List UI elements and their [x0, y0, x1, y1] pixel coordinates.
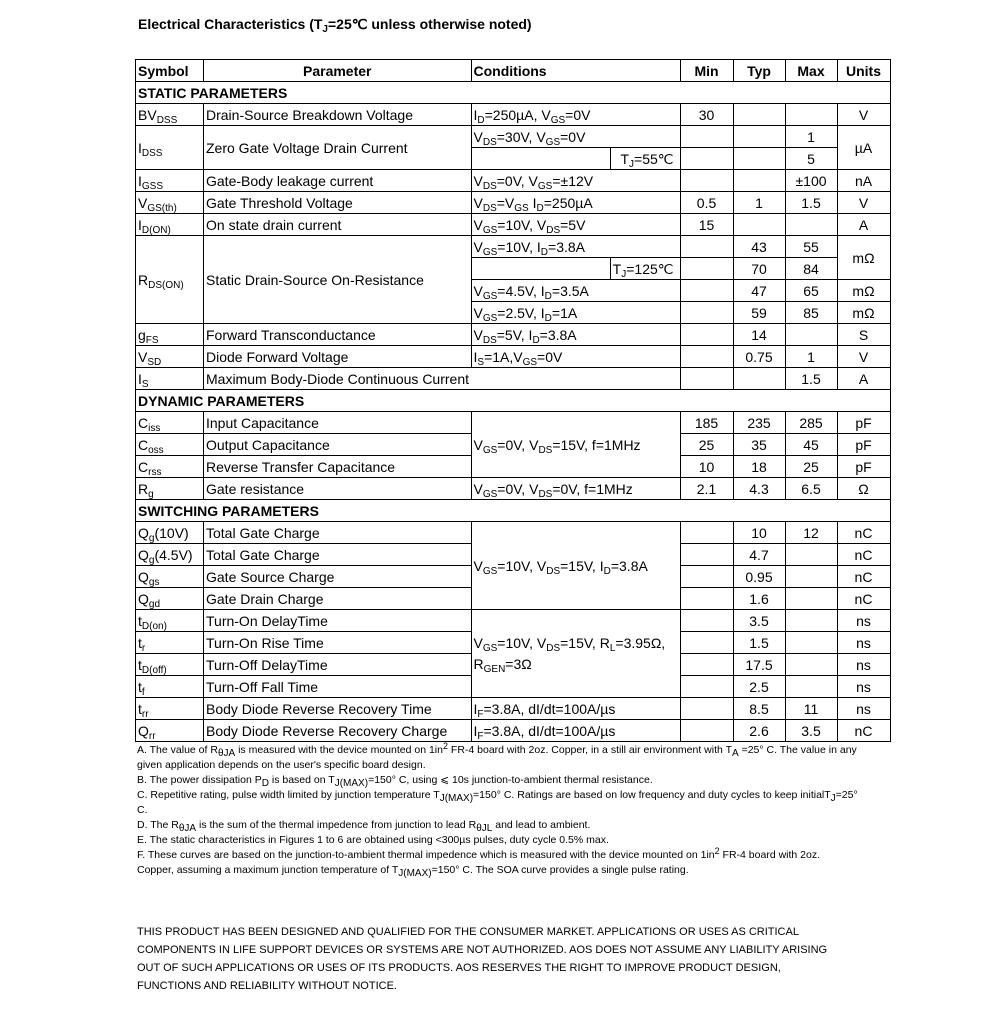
header-parameter: Parameter: [204, 60, 472, 82]
section-switching: SWITCHING PARAMETERS: [136, 500, 891, 522]
disclaimer: THIS PRODUCT HAS BEEN DESIGNED AND QUALIFIED FOR THE CONSUMER MARKET. APPLICATIONS OR USES AS CRITICAL COMPONENTS IN LIFE SUPPORT DEVICES OR SYSTEMS ARE NOT AUTHORIZED. AOS DOES NOT ASSUME ANY LIABILITY ARISING OUT OF SUCH APPLICATIONS OR USES OF ITS PRODUCTS. AOS RESERVES THE RIGHT TO IMPROVE PRODUCT DESIGN, FUNCTIONS AND RELIABILITY WITHOUT NOTICE.: [137, 926, 828, 992]
table-row: $Q_g(10V)$ Total Gate Charge $V_{GS}=10V$, $V_{DS}=15V$, $I_D=3.8A$ 10 12 nC: [136, 522, 891, 544]
table-row: $I_{D(ON)}$ On state drain current $V_{GS}=10V$, $V_{DS}=5V$ 15 A: [136, 214, 891, 236]
table-row: $V_{SD}$ Diode Forward Voltage $I_S=1A,V_{GS}=0V$ 0.75 1 V: [136, 346, 891, 368]
footnotes: [137, 743, 859, 878]
table-row: $V_{GS}=4.5V$, $I_D=3.5A$ 47 65 mΩ: [136, 280, 891, 302]
table-row: $R_{DS(ON)}$ Static Drain-Source On-Resistance $V_{GS}=10V$, $I_D=3.8A$ 43 55 mΩ: [136, 236, 891, 258]
header-conditions: Conditions: [471, 60, 680, 82]
table-row: $C_{rss}$ Reverse Transfer Capacitance 10 18 25 pF: [136, 456, 891, 478]
header-typ: Typ: [733, 60, 785, 82]
header-max: Max: [785, 60, 837, 82]
table-row: $Q_{rr}$ Body Diode Reverse Recovery Charge $I_F=3.8A$, dI/dt=100A/µs 2.6 3.5 nC: [136, 720, 891, 742]
table-row: $C_{iss}$ Input Capacitance $V_{GS}=0V$, $V_{DS}=15V$, f=1MHz 185 235 285 pF: [136, 412, 891, 434]
table-row: $I_S$ Maximum Body-Diode Continuous Current 1.5 A: [136, 368, 891, 390]
electrical-characteristics-table: [135, 59, 891, 742]
table-row: $C_{oss}$ Output Capacitance 25 35 45 pF: [136, 434, 891, 456]
page-title: Electrical Characteristics ($T_J=25℃$ unless otherwise noted): [138, 16, 532, 35]
table-row: $Q_{gs}$ Gate Source Charge 0.95 nC: [136, 566, 891, 588]
note-b: B. The power dissipation $P_D$ is based on $T_{J(MAX)}=150^\circ$ C, using ⩽ 10s junction-to-ambient thermal resistance.: [137, 774, 653, 789]
table-row: $R_g$ Gate resistance $V_{GS}=0V$, $V_{DS}=0V$, f=1MHz 2.1 4.3 6.5 Ω: [136, 478, 891, 500]
header-units: Units: [837, 60, 890, 82]
header-symbol: Symbol: [136, 60, 204, 82]
table-row: $Q_g(4.5V)$ Total Gate Charge 4.7 nC: [136, 544, 891, 566]
note-c: C. Repetitive rating, pulse width limited by junction temperature $T_{J(MAX)}=150^\circ$ C. Ratings are based on low frequency and duty cycles to keep initialT$_J$=25° C.: [137, 789, 858, 816]
table-row: $t_{D(on)}$ Turn-On DelayTime $V_{GS}=10V$, $V_{DS}=15V$, $R_L=3.95\Omega$, $R_{GEN}=3\Omega$ 3.5 ns: [136, 610, 891, 632]
table-row: $T_J=55℃$ 5: [136, 148, 891, 170]
table-row: $t_r$ Turn-On Rise Time 1.5 ns: [136, 632, 891, 654]
note-f: F. These curves are based on the junction-to-ambient thermal impedence which is measured with the device mounted on $1in^2$ FR-4 board with 2oz. Copper, assuming a maximum junction temperature of $T_{J(MAX)}=150^\circ$ C. The SOA curve provides a single pulse rating.: [137, 846, 821, 879]
table-row: $V_{GS(th)}$ Gate Threshold Voltage $V_{DS}=V_{GS}$ $I_D=250\mu A$ 0.5 1 1.5 V: [136, 192, 891, 214]
table-row: $I_{GSS}$ Gate-Body leakage current $V_{DS}=0V$, $V_{GS}=\pm 12V$ ±100 nA: [136, 170, 891, 192]
note-e: E. The static characteristics in Figures 1 to 6 are obtained using <300µs pulses, duty cycle 0.5% max.: [137, 834, 609, 846]
table-row: $t_{D(off)}$ Turn-Off DelayTime 17.5 ns: [136, 654, 891, 676]
table-row: $BV_{DSS}$ Drain-Source Breakdown Voltage $I_D=250\mu A$, $V_{GS}=0V$ 30 V: [136, 104, 891, 126]
table-row: $t_f$ Turn-Off Fall Time 2.5 ns: [136, 676, 891, 698]
table-row: $g_{FS}$ Forward Transconductance $V_{DS}=5V$, $I_D=3.8A$ 14 S: [136, 324, 891, 346]
header-min: Min: [680, 60, 733, 82]
note-a: A. The value of $R_{\theta JA}$ is measured with the device mounted on $1in^2$ FR-4 board with 2oz. Copper, in a still air environment with $T_A =25^\circ$ C. The value in any given application depends on the user's specific board design.: [137, 741, 857, 771]
section-static: STATIC PARAMETERS: [136, 82, 891, 104]
note-d: D. The $R_{\theta JA}$ is the sum of the thermal impedence from junction to lead $R_{\theta JL}$ and lead to ambient.: [137, 819, 591, 834]
table-row: $T_J=125℃$ 70 84: [136, 258, 891, 280]
table-row: $I_{DSS}$ Zero Gate Voltage Drain Current $V_{DS}=30V$, $V_{GS}=0V$ 1 µA: [136, 126, 891, 148]
table-row: $Q_{gd}$ Gate Drain Charge 1.6 nC: [136, 588, 891, 610]
table-row: $V_{GS}=2.5V$, $I_D=1A$ 59 85 mΩ: [136, 302, 891, 324]
section-dynamic: DYNAMIC PARAMETERS: [136, 390, 891, 412]
table-row: $t_{rr}$ Body Diode Reverse Recovery Time $I_F=3.8A$, dI/dt=100A/µs 8.5 11 ns: [136, 698, 891, 720]
table-header-row: [136, 60, 891, 82]
